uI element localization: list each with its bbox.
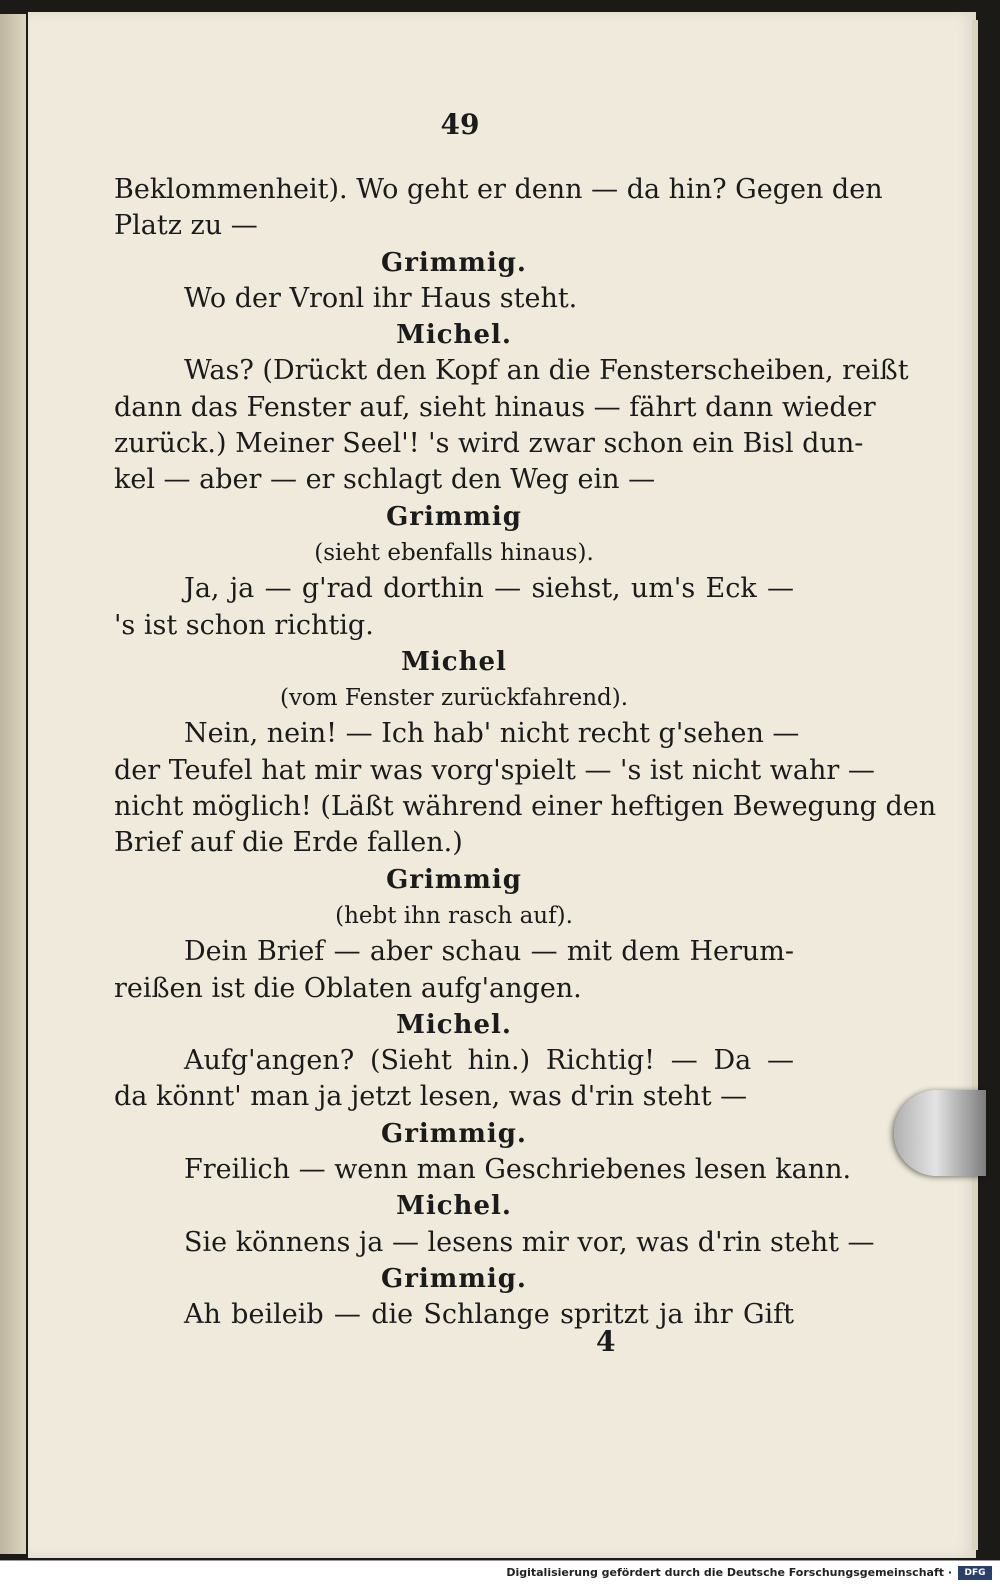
paragraph-start-line: Nein, nein! — Ich hab' nicht recht g'sehen — bbox=[184, 718, 800, 750]
speaker-name: Grimmig. bbox=[381, 247, 527, 278]
text-line: da könnt' man ja jetzt lesen, was d'rin steht — bbox=[114, 1081, 748, 1113]
footer-bar bbox=[0, 1560, 1000, 1586]
page-stack-edge bbox=[972, 20, 978, 1550]
stage-direction: (hebt ihn rasch auf). bbox=[335, 902, 573, 929]
speaker-name: Grimmig bbox=[386, 864, 522, 895]
paragraph-start-line: Freilich — wenn man Geschriebenes lesen kann. bbox=[184, 1154, 852, 1186]
speaker-name: Michel. bbox=[396, 1009, 512, 1040]
paragraph-start-line: Aufg'angen? (Sieht hin.) Richtig! — Da — bbox=[184, 1045, 794, 1077]
funding-notice: Digitalisierung gefördert durch die Deutsche Forschungsgemeinschaft · bbox=[506, 1566, 952, 1579]
speaker-name: Michel bbox=[401, 646, 507, 677]
text-line: nicht möglich! (Läßt während einer heftigen Bewegung den bbox=[114, 791, 937, 823]
speaker-name: Grimmig. bbox=[381, 1118, 527, 1149]
speaker-name: Grimmig. bbox=[381, 1263, 527, 1294]
speaker-name: Michel. bbox=[396, 320, 512, 351]
paragraph-start-line: Sie könnens ja — lesens mir vor, was d'rin steht — bbox=[184, 1226, 875, 1258]
paragraph-start-line: Wo der Vronl ihr Haus steht. bbox=[184, 282, 578, 314]
text-line: dann das Fenster auf, sieht hinaus — fährt dann wieder bbox=[114, 391, 876, 423]
stage-direction: (vom Fenster zurückfahrend). bbox=[279, 685, 629, 712]
text-line: reißen ist die Oblaten aufg'angen. bbox=[114, 972, 582, 1004]
dfg-logo: DFG bbox=[958, 1566, 992, 1580]
paragraph-start-line: Was? (Drückt den Kopf an die Fensterscheiben, reißt bbox=[184, 355, 909, 387]
speaker-name: Grimmig bbox=[386, 501, 522, 532]
text-line: zurück.) Meiner Seel'! 's wird zwar schon ein Bisl dun- bbox=[114, 428, 864, 460]
text-line: Beklommenheit). Wo geht er denn — da hin? Gegen den bbox=[114, 174, 883, 205]
page-clip bbox=[894, 1090, 986, 1176]
text-line: kel — aber — er schlagt den Weg ein — bbox=[114, 464, 656, 496]
page-text bbox=[114, 172, 937, 1334]
paragraph-start-line: Ja, ja — g'rad dorthin — siehst, um's Eck — bbox=[184, 573, 794, 605]
facing-page-edge bbox=[0, 14, 26, 1554]
text-line: 's ist schon richtig. bbox=[114, 609, 374, 641]
text-line: der Teufel hat mir was vorg'spielt — 's ist nicht wahr — bbox=[114, 754, 875, 786]
page-number: 49 bbox=[440, 108, 480, 141]
paragraph-start-line: Ah beileib — die Schlange spritzt ja ihr Gift bbox=[184, 1299, 794, 1331]
speaker-name: Michel. bbox=[396, 1191, 512, 1222]
printer-signature: 4 bbox=[596, 1325, 616, 1358]
text-line: Brief auf die Erde fallen.) bbox=[114, 827, 463, 859]
stage-direction: (sieht ebenfalls hinaus). bbox=[314, 539, 594, 566]
paragraph-start-line: Dein Brief — aber schau — mit dem Herum- bbox=[184, 936, 794, 968]
text-line: Platz zu — bbox=[114, 210, 258, 242]
